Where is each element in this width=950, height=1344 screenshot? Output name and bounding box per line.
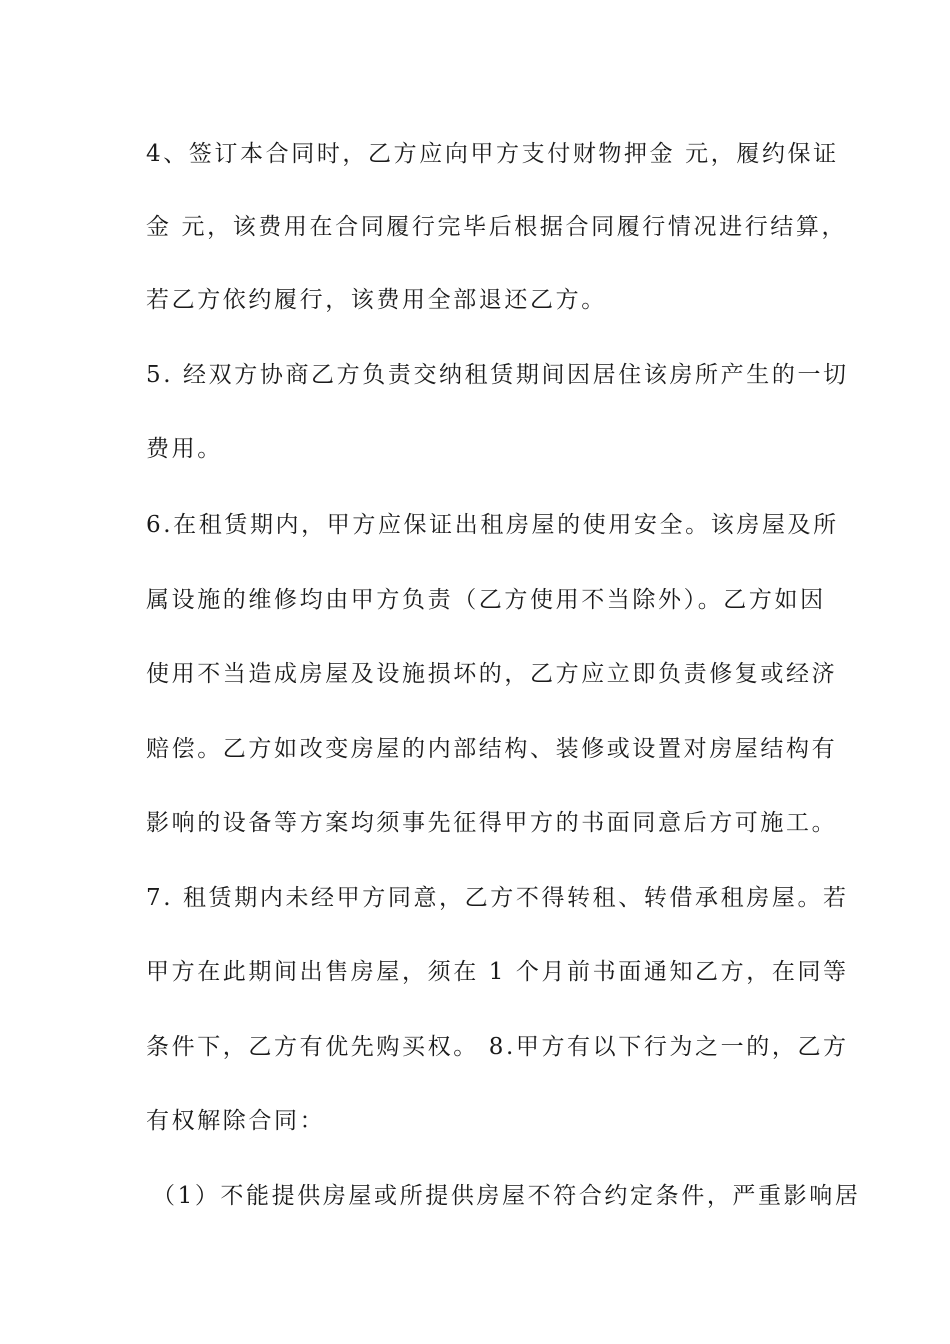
paragraph-line: 赔偿。乙方如改变房屋的内部结构、装修或设置对房屋结构有 bbox=[146, 736, 838, 762]
paragraph-line: 若乙方依约履行，该费用全部退还乙方。 bbox=[146, 287, 607, 313]
paragraph-line: 影响的设备等方案均须事先征得甲方的书面同意后方可施工。 bbox=[146, 810, 838, 836]
paragraph-line: （1）不能提供房屋或所提供房屋不符合约定条件，严重影响居 bbox=[152, 1183, 861, 1209]
paragraph-line: 条件下，乙方有优先购买权。 8.甲方有以下行为之一的，乙方 bbox=[146, 1034, 849, 1060]
paragraph-line: 有权解除合同： bbox=[146, 1108, 326, 1134]
paragraph-line: 使用不当造成房屋及设施损坏的，乙方应立即负责修复或经济 bbox=[146, 661, 838, 687]
paragraph-line: 金 元，该费用在合同履行完毕后根据合同履行情况进行结算， bbox=[146, 214, 848, 240]
paragraph-line: 费用。 bbox=[146, 436, 223, 462]
paragraph-line: 5. 经双方协商乙方负责交纳租赁期间因居住该房所产生的一切 bbox=[146, 362, 849, 388]
paragraph-line: 4、签订本合同时，乙方应向甲方支付财物押金 元，履约保证 bbox=[146, 141, 839, 167]
paragraph-line: 属设施的维修均由甲方负责（乙方使用不当除外）。乙方如因 bbox=[146, 587, 826, 613]
paragraph-line: 7. 租赁期内未经甲方同意，乙方不得转租、转借承租房屋。若 bbox=[146, 885, 849, 911]
paragraph-line: 6.在租赁期内，甲方应保证出租房屋的使用安全。该房屋及所 bbox=[146, 512, 839, 538]
paragraph-line: 甲方在此期间出售房屋，须在 1 个月前书面通知乙方，在同等 bbox=[146, 959, 849, 985]
